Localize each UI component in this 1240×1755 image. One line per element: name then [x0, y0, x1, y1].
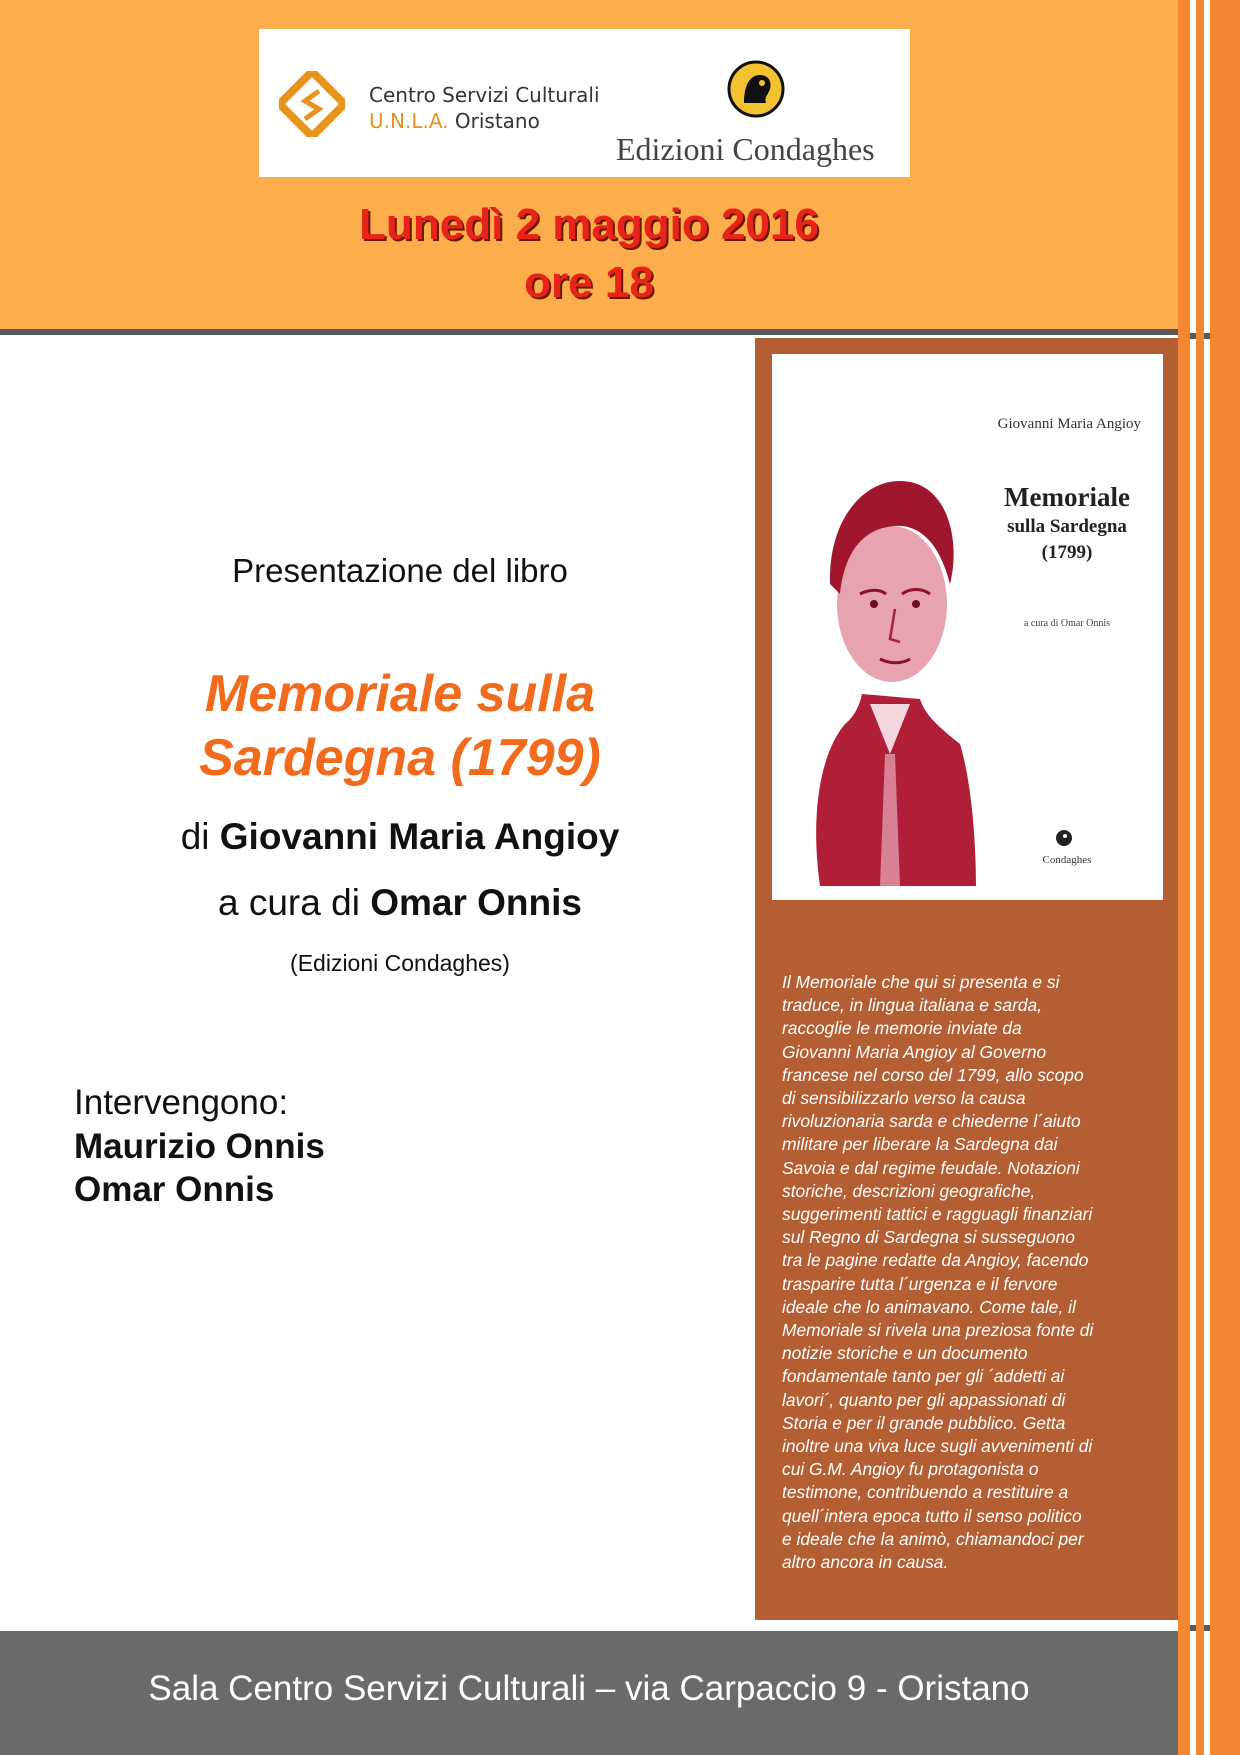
- publisher-line: (Edizioni Condaghes): [290, 950, 510, 976]
- unla-acronym: U.N.L.A.: [369, 109, 449, 133]
- cover-publisher: Condaghes: [1042, 854, 1092, 866]
- decorative-stripe: [1196, 0, 1204, 1755]
- blurb-line: e ideale che la animò, chiamandoci per: [782, 1528, 1084, 1549]
- book-description: [782, 971, 1162, 1574]
- decorative-stripe: [1210, 0, 1240, 1755]
- stripe-tick: [1190, 333, 1196, 339]
- author-name: Giovanni Maria Angioy: [219, 816, 620, 857]
- blurb-line: militare per liberare la Sardegna dai: [782, 1134, 1058, 1155]
- blurb-line: testimone, contribuendo a restituire a: [782, 1482, 1069, 1503]
- blurb-line: sul Regno di Sardegna si susseguono: [782, 1227, 1075, 1248]
- blurb-line: Storia e per il grande pubblico. Getta: [782, 1412, 1066, 1433]
- stripe-tick: [1204, 1625, 1210, 1631]
- stripe-tick: [1204, 333, 1210, 339]
- header-banner: [0, 0, 1178, 332]
- speaker-name: Maurizio Onnis: [74, 1127, 325, 1166]
- header-divider: [0, 329, 1178, 335]
- blurb-line: Il Memoriale che qui si presenta e si: [782, 972, 1060, 992]
- blurb-line: traduce, in lingua italiana e sarda,: [782, 995, 1043, 1016]
- blurb-line: lavori´, quanto per gli appassionati di: [782, 1389, 1066, 1410]
- logo-box: [259, 29, 910, 177]
- blurb-line: trasparire tutta l´urgenza e il fervore: [782, 1273, 1058, 1294]
- book-title-line2: Sardegna (1799): [199, 729, 601, 787]
- venue-address: Sala Centro Servizi Culturali – via Carpaccio 9 - Oristano: [148, 1669, 1030, 1708]
- publisher-emblem-icon: [1055, 829, 1073, 847]
- event-time: ore 18: [524, 258, 654, 307]
- blurb-line: quell´intera epoca tutto il senso politico: [782, 1505, 1082, 1526]
- editor-prefix: a cura di: [218, 882, 371, 923]
- blurb-line: tra le pagine redatte da Angioy, facendo: [782, 1250, 1089, 1271]
- decorative-stripe: [1178, 0, 1190, 1755]
- editor-line: [0, 882, 800, 924]
- speaker-name: Omar Onnis: [74, 1170, 275, 1209]
- cover-title-year: (1799): [1041, 542, 1093, 563]
- book-title: [0, 662, 800, 790]
- unla-city: Oristano: [448, 109, 540, 133]
- author-line: [0, 816, 800, 858]
- blurb-line: ideale che lo animavano. Come tale, il: [782, 1296, 1076, 1317]
- book-panel: [755, 338, 1178, 1620]
- presentation-intro: Presentazione del libro: [232, 552, 568, 589]
- blurb-line: francese nel corso del 1799, allo scopo: [782, 1064, 1084, 1085]
- blurb-line: fondamentale tanto per gli ´addetti ai: [782, 1366, 1065, 1387]
- condaghes-name: Edizioni Condaghes: [616, 131, 875, 167]
- blurb-line: cui G.M. Angioy fu protagonista o: [782, 1459, 1039, 1480]
- speakers-heading: Intervengono:: [74, 1083, 289, 1122]
- unla-logo-icon: [279, 71, 345, 137]
- blurb-line: raccoglie le memorie inviate da: [782, 1018, 1022, 1039]
- unla-name-line2: [369, 109, 540, 133]
- stripe-tick: [1190, 1625, 1196, 1631]
- cover-title-main: Memoriale: [1004, 482, 1130, 512]
- cover-title-sub: sulla Sardegna: [1007, 516, 1127, 537]
- book-title-line1: Memoriale sulla: [204, 665, 596, 723]
- blurb-line: Savoia e dal regime feudale. Notazioni: [782, 1157, 1080, 1178]
- blurb-line: notizie storiche e un documento: [782, 1343, 1028, 1364]
- blurb-line: Giovanni Maria Angioy al Governo: [782, 1041, 1047, 1062]
- cover-author: Giovanni Maria Angioy: [997, 416, 1141, 432]
- portrait-illustration: [800, 454, 976, 886]
- blurb-line: Memoriale si rivela una preziosa fonte di: [782, 1320, 1094, 1341]
- blurb-line: altro ancora in causa.: [782, 1552, 949, 1573]
- unla-name-line1: Centro Servizi Culturali: [369, 83, 600, 107]
- blurb-line: inoltre una viva luce sugli avvenimenti di: [782, 1436, 1093, 1457]
- blurb-line: storiche, descrizioni geografiche,: [782, 1180, 1036, 1201]
- event-date: Lunedì 2 maggio 2016: [359, 200, 819, 249]
- book-cover: [772, 354, 1163, 900]
- blurb-line: di sensibilizzarlo verso la causa: [782, 1088, 1026, 1109]
- author-prefix: di: [180, 816, 220, 857]
- blurb-line: suggerimenti tattici e ragguagli finanziari: [782, 1204, 1093, 1225]
- blurb-line: rivoluzionaria sarda e chiederne l´aiuto: [782, 1111, 1081, 1132]
- footer-bar: [0, 1631, 1178, 1755]
- condaghes-emblem-icon: [726, 59, 786, 119]
- cover-editor: a cura di Omar Onnis: [1023, 618, 1111, 629]
- editor-name: Omar Onnis: [370, 882, 582, 923]
